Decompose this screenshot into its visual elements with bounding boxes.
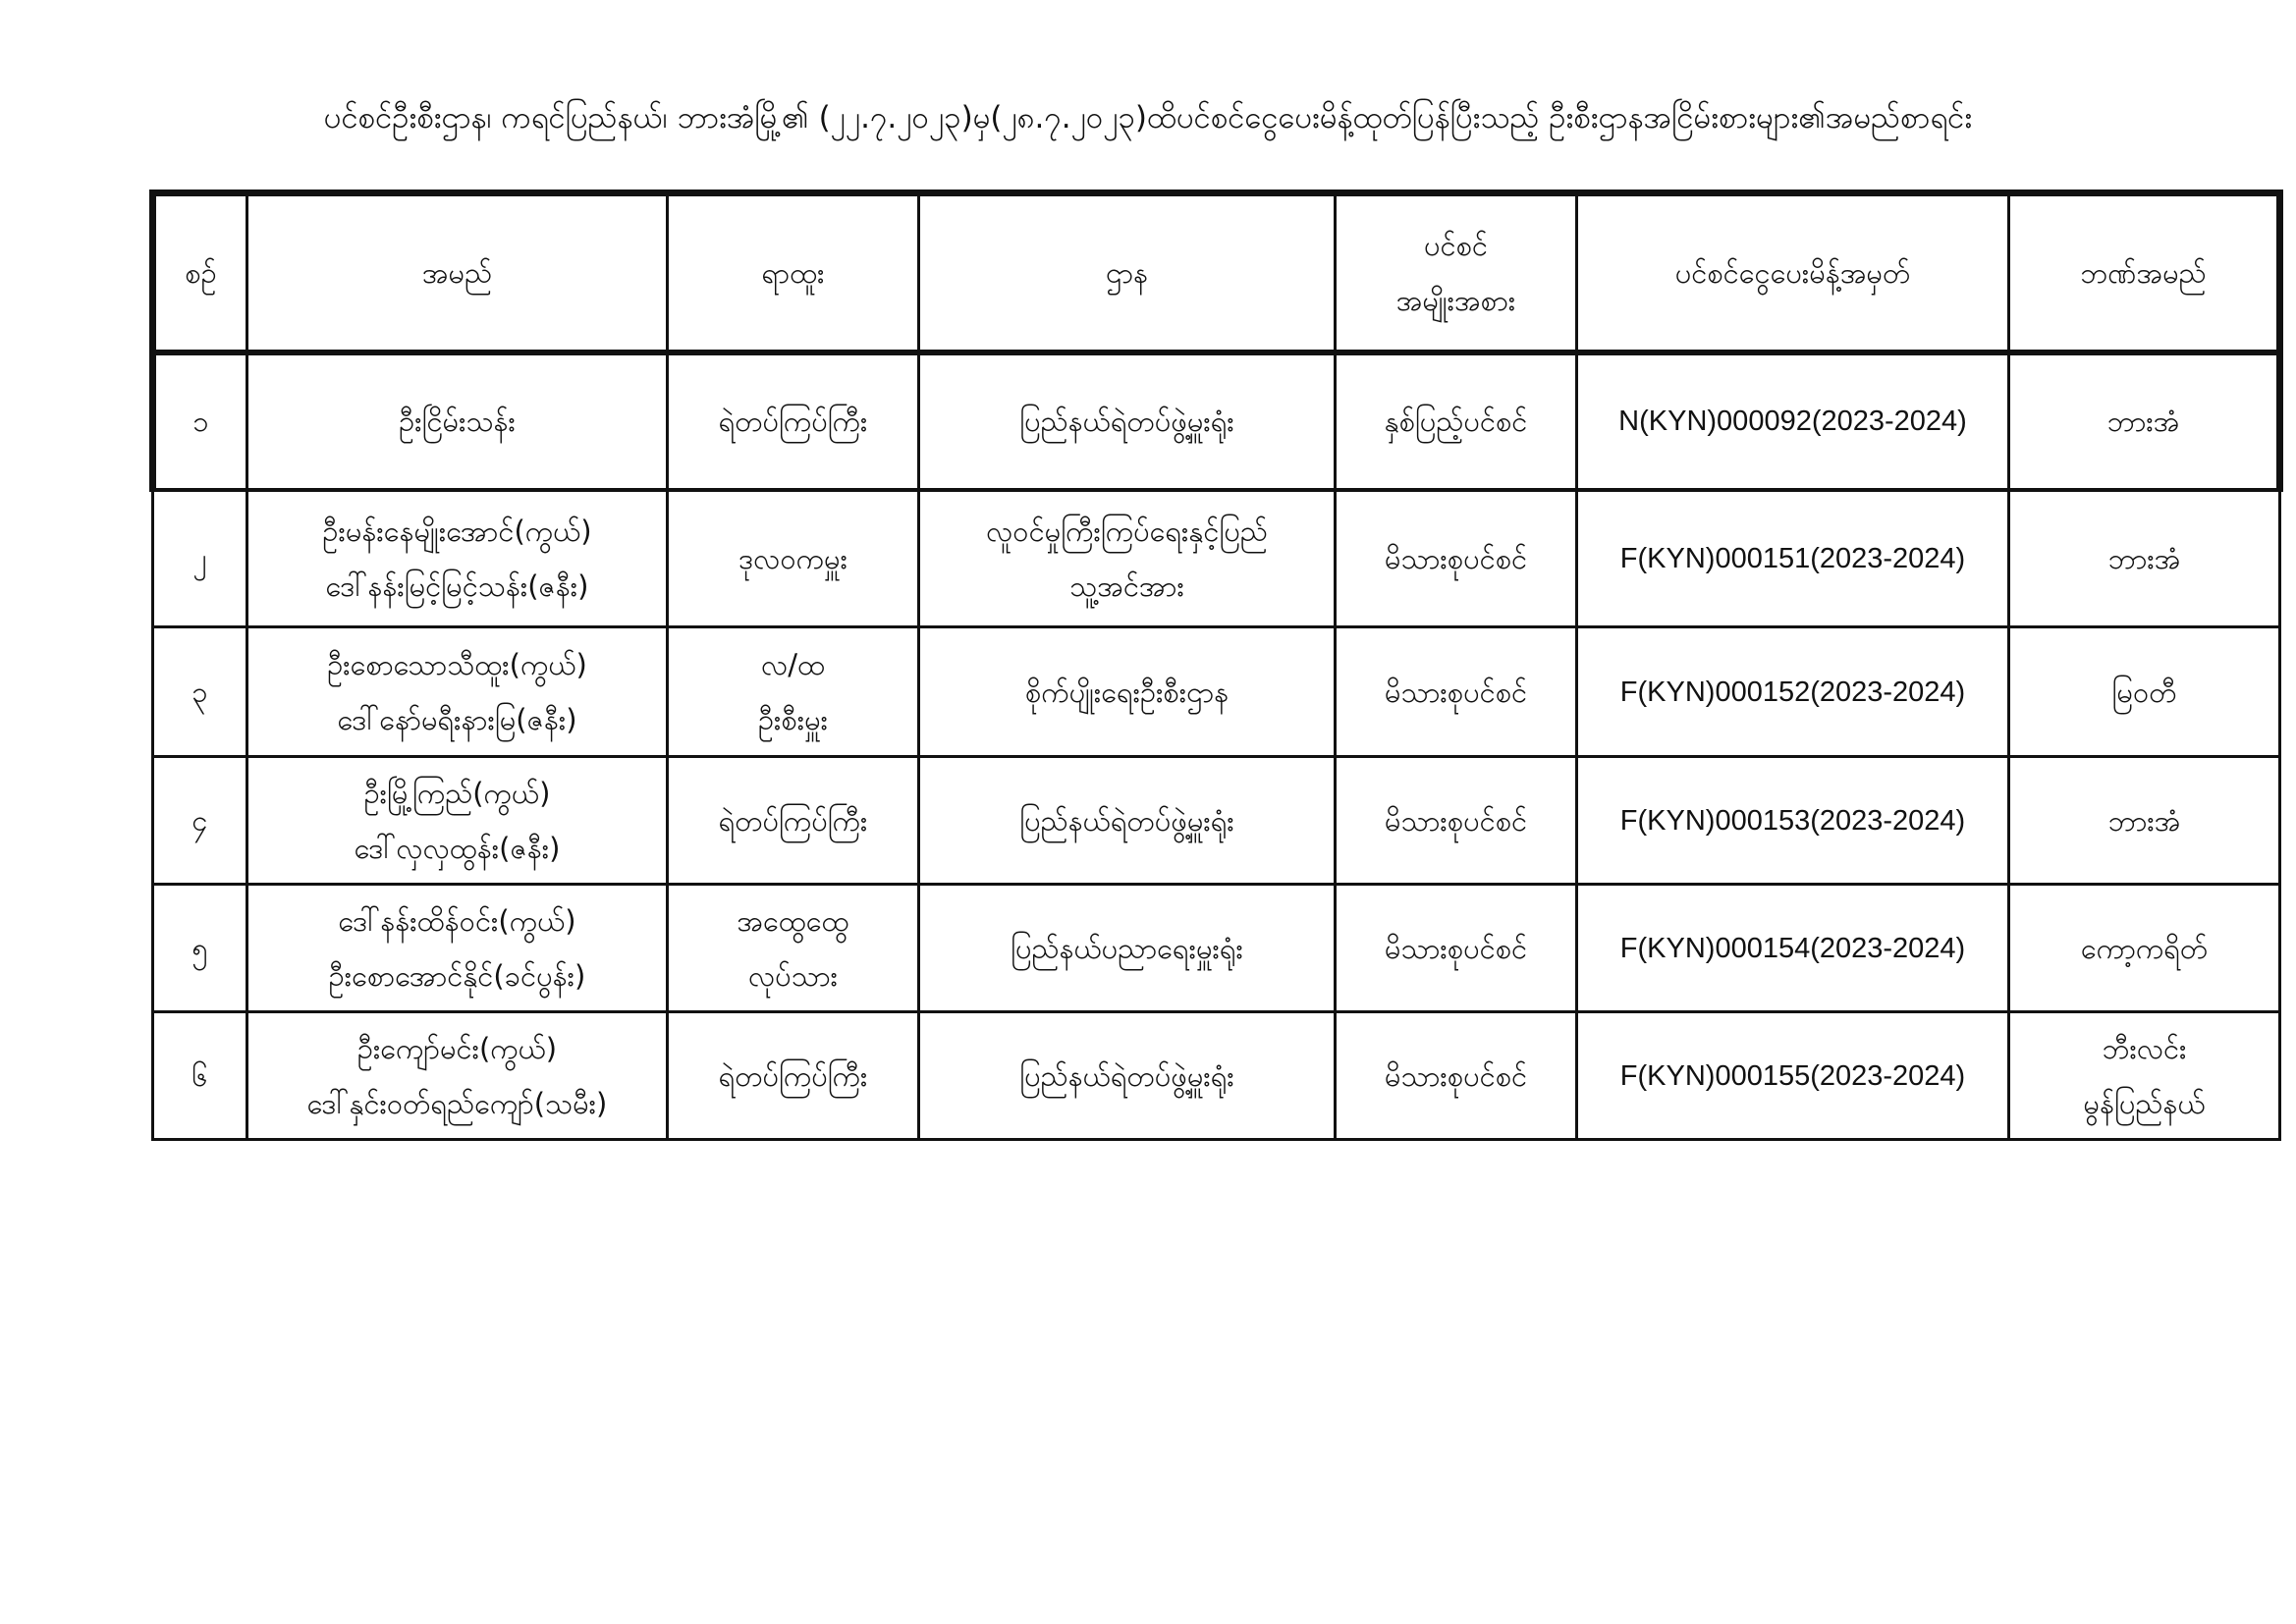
name-line-1: ဦးမြို့ကြည်(ကွယ်) bbox=[363, 776, 551, 810]
rank-line-2: ဦးစီးမှူး bbox=[757, 702, 829, 736]
treasury-line-1: ကော့ကရိတ် bbox=[2080, 931, 2209, 965]
cell-treasury bbox=[2009, 627, 2280, 757]
rank-line-1: လ/ထ bbox=[761, 647, 825, 681]
cell-rank bbox=[668, 885, 919, 1012]
rank-line-1: ရဲတပ်ကြပ်ကြီး bbox=[718, 1058, 868, 1093]
table-row bbox=[153, 757, 2280, 885]
cell-pension-type: နှစ်ပြည့်ပင်စင် bbox=[1336, 352, 1577, 490]
cell-order-no: F(KYN)000154(2023-2024) bbox=[1577, 885, 2009, 1012]
name-line-1: ဦးမန်းနေမျိုးအောင်(ကွယ်) bbox=[322, 514, 592, 548]
dept-line-1: ပြည်နယ်ရဲတပ်ဖွဲ့မှူးရုံး bbox=[1019, 803, 1234, 838]
treasury-line-1: ဘားအံ bbox=[2107, 541, 2181, 575]
cell-no: ၅ bbox=[153, 885, 247, 1012]
dept-line-2: သူ့အင်အား bbox=[1069, 568, 1184, 603]
cell-pension-type: မိသားစုပင်စင် bbox=[1336, 1012, 1577, 1140]
cell-rank bbox=[668, 352, 919, 490]
header-department: ဌာန bbox=[919, 193, 1336, 352]
rank-line-1: ရဲတပ်ကြပ်ကြီး bbox=[718, 803, 868, 838]
name-line-2: ဒေါ်လှလှထွန်း(ဇနီး) bbox=[354, 831, 561, 865]
header-treasury: ဘဏ်အမည် bbox=[2009, 193, 2280, 352]
cell-name bbox=[247, 352, 668, 490]
cell-no: ၆ bbox=[153, 1012, 247, 1140]
rank-line-1: ရဲတပ်ကြပ်ကြီး bbox=[718, 405, 868, 438]
cell-rank bbox=[668, 627, 919, 757]
cell-name bbox=[247, 885, 668, 1012]
cell-department bbox=[919, 490, 1336, 627]
header-pension-type bbox=[1336, 193, 1577, 352]
header-name: အမည် bbox=[247, 193, 668, 352]
cell-treasury bbox=[2009, 1012, 2280, 1140]
cell-rank bbox=[668, 490, 919, 627]
cell-treasury bbox=[2009, 352, 2280, 490]
table-row bbox=[153, 627, 2280, 757]
cell-name bbox=[247, 1012, 668, 1140]
cell-order-no: F(KYN)000151(2023-2024) bbox=[1577, 490, 2009, 627]
cell-order-no: F(KYN)000153(2023-2024) bbox=[1577, 757, 2009, 885]
treasury-line-1: ဘားအံ bbox=[2106, 405, 2180, 438]
name-line-1: ဦးငြိမ်းသန်း bbox=[399, 405, 516, 438]
cell-order-no: N(KYN)000092(2023-2024) bbox=[1577, 352, 2009, 490]
table-row bbox=[153, 352, 2280, 490]
cell-rank bbox=[668, 757, 919, 885]
dept-line-1: စိုက်ပျိုးရေးဦးစီးဌာန bbox=[1024, 675, 1230, 709]
cell-treasury bbox=[2009, 885, 2280, 1012]
cell-pension-type: မိသားစုပင်စင် bbox=[1336, 885, 1577, 1012]
cell-pension-type: မိသားစုပင်စင် bbox=[1336, 627, 1577, 757]
cell-treasury bbox=[2009, 757, 2280, 885]
table-row bbox=[153, 1012, 2280, 1140]
cell-no: ၁ bbox=[153, 352, 247, 490]
cell-rank bbox=[668, 1012, 919, 1140]
table-row bbox=[153, 885, 2280, 1012]
name-line-2: ဦးစောအောင်နိုင်(ခင်ပွန်း) bbox=[328, 958, 586, 993]
treasury-line-2: မွန်ပြည်နယ် bbox=[2083, 1086, 2206, 1120]
name-line-2: ဒေါ်နော်မရီးနားမြ(ဇနီး) bbox=[337, 702, 577, 736]
header-rank: ရာထူး bbox=[668, 193, 919, 352]
cell-order-no: F(KYN)000152(2023-2024) bbox=[1577, 627, 2009, 757]
pensioner-table bbox=[149, 189, 2283, 1141]
rank-line-1: အထွေထွေ bbox=[737, 903, 849, 938]
cell-department bbox=[919, 757, 1336, 885]
treasury-line-1: ဘားအံ bbox=[2107, 803, 2181, 838]
cell-no: ၄ bbox=[153, 757, 247, 885]
cell-name bbox=[247, 757, 668, 885]
cell-department bbox=[919, 627, 1336, 757]
name-line-2: ဒေါ်နှင်းဝတ်ရည်ကျော်(သမီး) bbox=[306, 1086, 608, 1120]
cell-treasury bbox=[2009, 490, 2280, 627]
dept-line-1: လူဝင်မှုကြီးကြပ်ရေးနှင့်ပြည် bbox=[986, 514, 1268, 548]
cell-name bbox=[247, 490, 668, 627]
name-line-2: ဒေါ်နန်းမြင့်မြင့်သန်း(ဇနီး) bbox=[325, 568, 589, 603]
dept-line-1: ပြည်နယ်ရဲတပ်ဖွဲ့မှူးရုံး bbox=[1019, 1058, 1234, 1093]
cell-no: ၃ bbox=[153, 627, 247, 757]
cell-pension-type: မိသားစုပင်စင် bbox=[1336, 490, 1577, 627]
name-line-1: ဦးကျော်မင်း(ကွယ်) bbox=[356, 1031, 558, 1065]
rank-line-1: ဒုလဝကမှူး bbox=[738, 541, 847, 575]
rank-line-2: လုပ်သား bbox=[747, 958, 839, 993]
name-line-1: ဦးစောသောသီထူး(ကွယ်) bbox=[327, 647, 587, 681]
header-pension-type-line1: ပင်စင် bbox=[1423, 228, 1489, 262]
name-line-1: ဒေါ်နန်းထိန်ဝင်း(ကွယ်) bbox=[338, 903, 576, 938]
treasury-line-1: ဘီးလင်း bbox=[2102, 1031, 2187, 1065]
cell-name bbox=[247, 627, 668, 757]
cell-department bbox=[919, 885, 1336, 1012]
dept-line-1: ပြည်နယ်ပညာရေးမှူးရုံး bbox=[1011, 931, 1243, 965]
table-row bbox=[153, 490, 2280, 627]
cell-department bbox=[919, 1012, 1336, 1140]
header-pension-order-no: ပင်စင်ငွေပေးမိန့်အမှတ် bbox=[1577, 193, 2009, 352]
cell-department bbox=[919, 352, 1336, 490]
table-header-row bbox=[153, 193, 2280, 352]
cell-order-no: F(KYN)000155(2023-2024) bbox=[1577, 1012, 2009, 1140]
dept-line-1: ပြည်နယ်ရဲတပ်ဖွဲ့မှူးရုံး bbox=[1019, 405, 1234, 438]
cell-pension-type: မိသားစုပင်စင် bbox=[1336, 757, 1577, 885]
cell-no: ၂ bbox=[153, 490, 247, 627]
document-title: ပင်စင်ဦးစီးဌာန၊ ကရင်ပြည်နယ်၊ ဘားအံမြို့၏ (၂၂.၇.၂၀၂၃)မှ(၂၈.၇.၂၀၂၃)ထိပင်စင်ငွေပေးမိန့်ထုတ်ပြန်ပြီးသည့် ဦးစီးဌာနအငြိမ်းစားများ၏အမည်စာရင်း bbox=[323, 100, 1973, 135]
treasury-line-1: မြဝတီ bbox=[2111, 675, 2177, 709]
header-no: စဉ် bbox=[153, 193, 247, 352]
header-pension-type-line2: အမျိုးအစား bbox=[1395, 283, 1516, 317]
